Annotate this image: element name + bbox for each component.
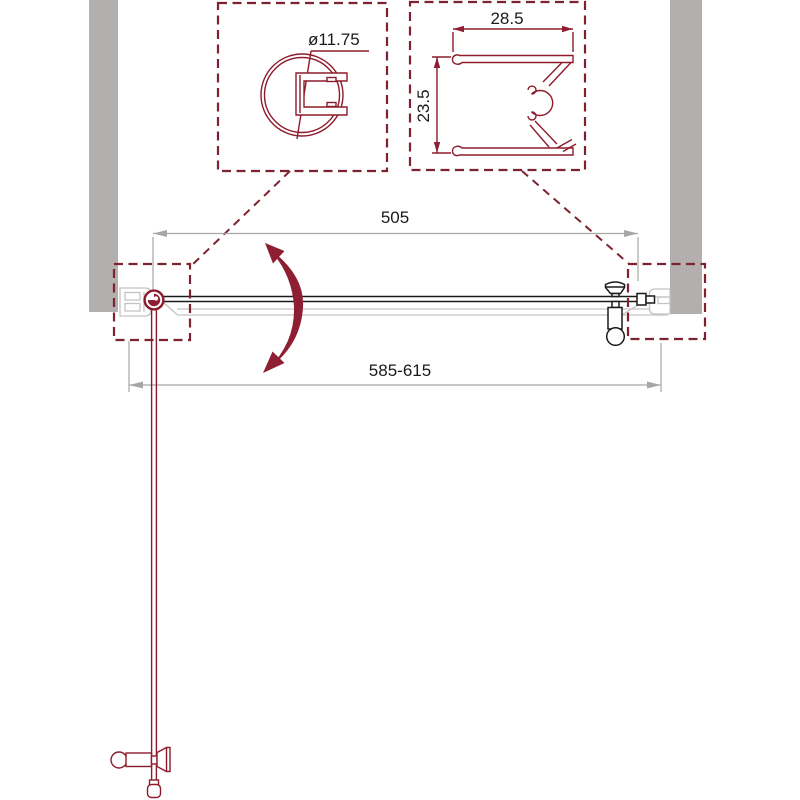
wall-profile-bottom-flange <box>453 146 574 155</box>
label-wall-profile-width: 28.5 <box>490 9 524 28</box>
open-handle-stem <box>152 756 158 764</box>
wall-profile-section <box>453 55 577 156</box>
threshold-silhouette <box>163 302 668 315</box>
door-tip-profile <box>148 785 161 798</box>
hinge-pin <box>154 296 158 300</box>
open-handle-ball <box>111 752 127 768</box>
leader-line-right <box>522 171 628 263</box>
handle-stem-top <box>612 294 619 297</box>
open-handle-barrel <box>126 753 152 767</box>
label-overall-width-range: 585-615 <box>368 361 432 380</box>
handle-ball-outside <box>607 328 625 346</box>
swing-arc <box>267 247 303 369</box>
dim-arrow-23-5-bottom <box>434 142 440 153</box>
pivot-hinge <box>145 291 164 310</box>
label-pivot-profile-diameter: ø11.75 <box>308 30 360 49</box>
wall-profile-web-lower <box>530 121 557 147</box>
door-end-cap-insert <box>646 296 655 303</box>
dim-arrow-23-5-top <box>434 57 440 68</box>
label-door-width: 505 <box>380 208 410 227</box>
dim-arrow-585-right <box>647 382 661 389</box>
label-wall-profile-height: 23.5 <box>414 89 433 123</box>
door-swing-arrow <box>263 243 303 373</box>
dim-arrow-585-left <box>129 382 143 389</box>
right-wall <box>670 0 702 314</box>
handle-barrel <box>608 308 622 330</box>
dim-arrow-505-left <box>153 230 167 237</box>
door-end-cap <box>637 294 646 306</box>
walls <box>89 0 702 314</box>
dim-arrow-505-right <box>624 230 638 237</box>
dim-arrow-28-5-right <box>562 26 573 32</box>
clamp-notch-top <box>327 78 336 82</box>
detail-box-pivot-profile <box>218 3 387 171</box>
door-closed-plan <box>163 294 655 306</box>
door-handle-closed <box>606 282 625 345</box>
wall-profile-screw-boss <box>532 91 553 116</box>
dim-arrow-28-5-left <box>453 26 464 32</box>
plan-view <box>111 243 705 798</box>
threshold-left-diagonal <box>163 302 177 315</box>
handle-stem-bottom <box>612 302 619 308</box>
dimension-505 <box>153 230 638 290</box>
wall-profile-web-upper <box>543 63 571 87</box>
threshold-right-diagonal <box>622 305 638 315</box>
clamp-notch-bottom <box>327 103 336 107</box>
open-handle-knob <box>157 748 170 772</box>
left-wall <box>89 0 118 312</box>
wall-profile-top-flange <box>453 55 574 64</box>
